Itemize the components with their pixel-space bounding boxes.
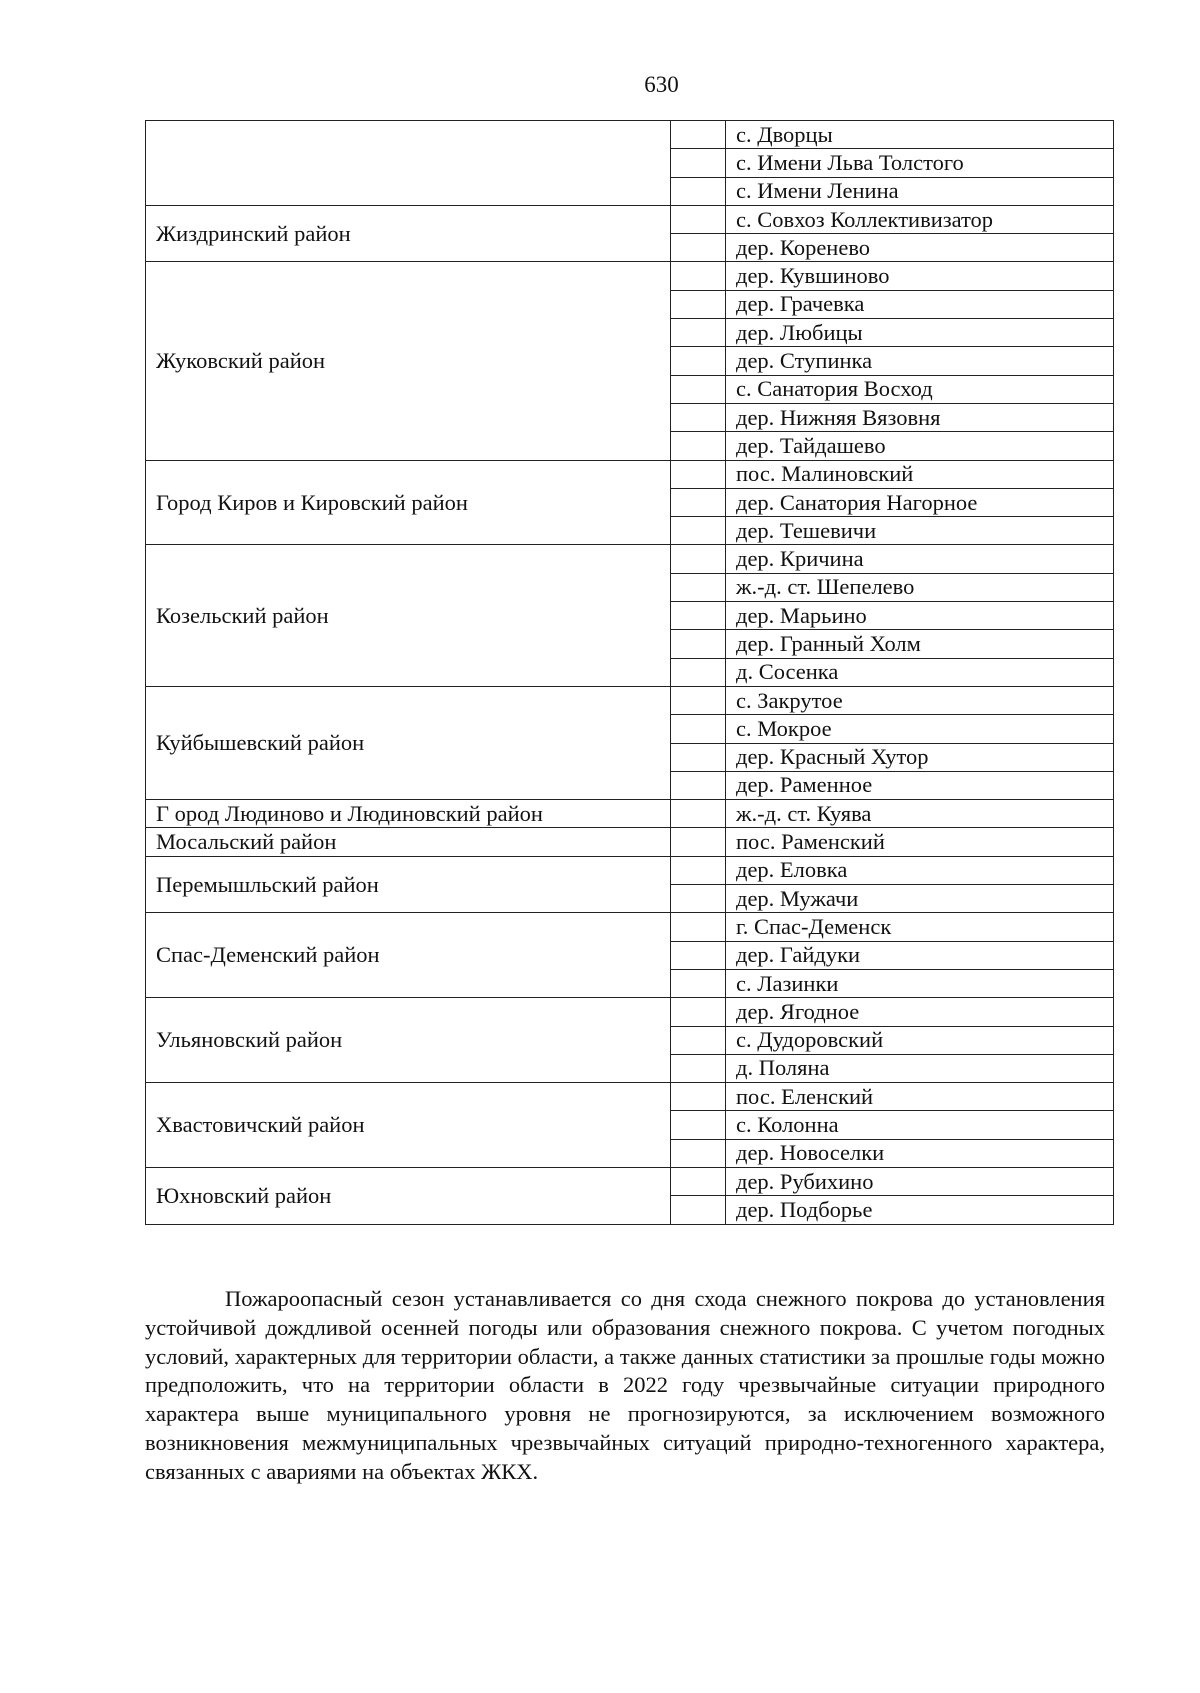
settlement-cell: дер. Кричина bbox=[726, 545, 1114, 573]
settlement-cell: дер. Любицы bbox=[726, 319, 1114, 347]
settlement-cell: ж.-д. ст. Куява bbox=[726, 800, 1114, 828]
blank-cell bbox=[671, 630, 726, 658]
table-row bbox=[146, 262, 1114, 290]
district-cell: Жиздринский район bbox=[146, 205, 671, 262]
blank-cell bbox=[671, 262, 726, 290]
district-cell: Мосальский район bbox=[146, 828, 671, 856]
blank-cell bbox=[671, 771, 726, 799]
districts-table bbox=[145, 120, 1114, 1225]
district-cell bbox=[146, 121, 671, 206]
blank-cell bbox=[671, 347, 726, 375]
blank-cell bbox=[671, 290, 726, 318]
settlement-cell: дер. Нижняя Вязовня bbox=[726, 403, 1114, 431]
table-row bbox=[146, 205, 1114, 233]
blank-cell bbox=[671, 715, 726, 743]
settlement-cell: д. Поляна bbox=[726, 1054, 1114, 1082]
blank-cell bbox=[671, 1026, 726, 1054]
table-row bbox=[146, 913, 1114, 941]
settlement-cell: дер. Красный Хутор bbox=[726, 743, 1114, 771]
district-cell: Козельский район bbox=[146, 545, 671, 686]
blank-cell bbox=[671, 488, 726, 516]
district-cell: Спас-Деменский район bbox=[146, 913, 671, 998]
settlement-cell: дер. Коренево bbox=[726, 234, 1114, 262]
blank-cell bbox=[671, 998, 726, 1026]
settlement-cell: дер. Подборье bbox=[726, 1196, 1114, 1224]
settlement-cell: с. Закрутое bbox=[726, 686, 1114, 714]
blank-cell bbox=[671, 1083, 726, 1111]
page-number: 630 bbox=[644, 72, 679, 97]
settlement-cell: дер. Новоселки bbox=[726, 1139, 1114, 1167]
settlement-cell: дер. Тешевичи bbox=[726, 517, 1114, 545]
blank-cell bbox=[671, 658, 726, 686]
table-row bbox=[146, 686, 1114, 714]
settlement-cell: дер. Ягодное bbox=[726, 998, 1114, 1026]
settlement-cell: дер. Кувшиново bbox=[726, 262, 1114, 290]
settlement-cell: дер. Марьино bbox=[726, 602, 1114, 630]
settlement-cell: пос. Еленский bbox=[726, 1083, 1114, 1111]
settlement-cell: дер. Тайдашево bbox=[726, 432, 1114, 460]
table-row bbox=[146, 121, 1114, 149]
settlement-cell: с. Дудоровский bbox=[726, 1026, 1114, 1054]
blank-cell bbox=[671, 149, 726, 177]
blank-cell bbox=[671, 1196, 726, 1224]
district-cell: Жуковский район bbox=[146, 262, 671, 460]
settlement-cell: с. Санатория Восход bbox=[726, 375, 1114, 403]
table-body bbox=[146, 121, 1114, 1225]
settlement-cell: дер. Мужачи bbox=[726, 885, 1114, 913]
blank-cell bbox=[671, 545, 726, 573]
blank-cell bbox=[671, 205, 726, 233]
settlement-cell: дер. Ступинка bbox=[726, 347, 1114, 375]
settlement-cell: пос. Раменский bbox=[726, 828, 1114, 856]
fire-season-paragraph: Пожароопасный сезон устанавливается со дня схода снежного покрова до установления устойчивой дождливой осенней погоды или образования снежного покрова. С учетом погодных условий, характерных для территории области, а также данных статистики за прошлые годы можно предположить, что на территории области в 2022 году чрезвычайные ситуации природного характера выше муниципального уровня не прогнозируются, за исключением возможного возникновения межмуниципальных чрезвычайных ситуаций природно-техногенного характера, связанных с авариями на объектах ЖКХ. bbox=[145, 1286, 1105, 1484]
blank-cell bbox=[671, 828, 726, 856]
blank-cell bbox=[671, 969, 726, 997]
table-row bbox=[146, 828, 1114, 856]
blank-cell bbox=[671, 121, 726, 149]
settlement-cell: ж.-д. ст. Шепелево bbox=[726, 573, 1114, 601]
table-row bbox=[146, 1167, 1114, 1195]
blank-cell bbox=[671, 573, 726, 601]
blank-cell bbox=[671, 1139, 726, 1167]
settlement-cell: г. Спас-Деменск bbox=[726, 913, 1114, 941]
settlement-cell: с. Колонна bbox=[726, 1111, 1114, 1139]
blank-cell bbox=[671, 856, 726, 884]
table-row bbox=[146, 460, 1114, 488]
settlement-cell: с. Имени Ленина bbox=[726, 177, 1114, 205]
settlement-cell: дер. Раменное bbox=[726, 771, 1114, 799]
settlement-cell: с. Дворцы bbox=[726, 121, 1114, 149]
blank-cell bbox=[671, 1167, 726, 1195]
table-row bbox=[146, 545, 1114, 573]
settlement-cell: дер. Грачевка bbox=[726, 290, 1114, 318]
settlement-cell: д. Сосенка bbox=[726, 658, 1114, 686]
settlement-cell: с. Мокрое bbox=[726, 715, 1114, 743]
settlement-cell: дер. Санатория Нагорное bbox=[726, 488, 1114, 516]
blank-cell bbox=[671, 941, 726, 969]
blank-cell bbox=[671, 913, 726, 941]
blank-cell bbox=[671, 885, 726, 913]
blank-cell bbox=[671, 234, 726, 262]
table-row bbox=[146, 1083, 1114, 1111]
settlement-cell: с. Имени Льва Толстого bbox=[726, 149, 1114, 177]
blank-cell bbox=[671, 800, 726, 828]
blank-cell bbox=[671, 1111, 726, 1139]
settlement-cell: пос. Малиновский bbox=[726, 460, 1114, 488]
district-cell: Юхновский район bbox=[146, 1167, 671, 1224]
settlement-cell: дер. Еловка bbox=[726, 856, 1114, 884]
district-cell: Ульяновский район bbox=[146, 998, 671, 1083]
settlement-cell: дер. Гайдуки bbox=[726, 941, 1114, 969]
settlement-cell: с. Лазинки bbox=[726, 969, 1114, 997]
blank-cell bbox=[671, 319, 726, 347]
table-row bbox=[146, 800, 1114, 828]
blank-cell bbox=[671, 1054, 726, 1082]
settlement-cell: дер. Рубихино bbox=[726, 1167, 1114, 1195]
blank-cell bbox=[671, 686, 726, 714]
blank-cell bbox=[671, 602, 726, 630]
blank-cell bbox=[671, 177, 726, 205]
district-cell: Хвастовичский район bbox=[146, 1083, 671, 1168]
district-cell: Г ород Людиново и Людиновский район bbox=[146, 800, 671, 828]
blank-cell bbox=[671, 517, 726, 545]
blank-cell bbox=[671, 432, 726, 460]
table-row bbox=[146, 998, 1114, 1026]
blank-cell bbox=[671, 743, 726, 771]
district-cell: Куйбышевский район bbox=[146, 686, 671, 799]
blank-cell bbox=[671, 403, 726, 431]
settlement-cell: дер. Гранный Холм bbox=[726, 630, 1114, 658]
blank-cell bbox=[671, 460, 726, 488]
district-cell: Город Киров и Кировский район bbox=[146, 460, 671, 545]
settlement-cell: с. Совхоз Коллективизатор bbox=[726, 205, 1114, 233]
table-row bbox=[146, 856, 1114, 884]
district-cell: Перемышльский район bbox=[146, 856, 671, 913]
blank-cell bbox=[671, 375, 726, 403]
